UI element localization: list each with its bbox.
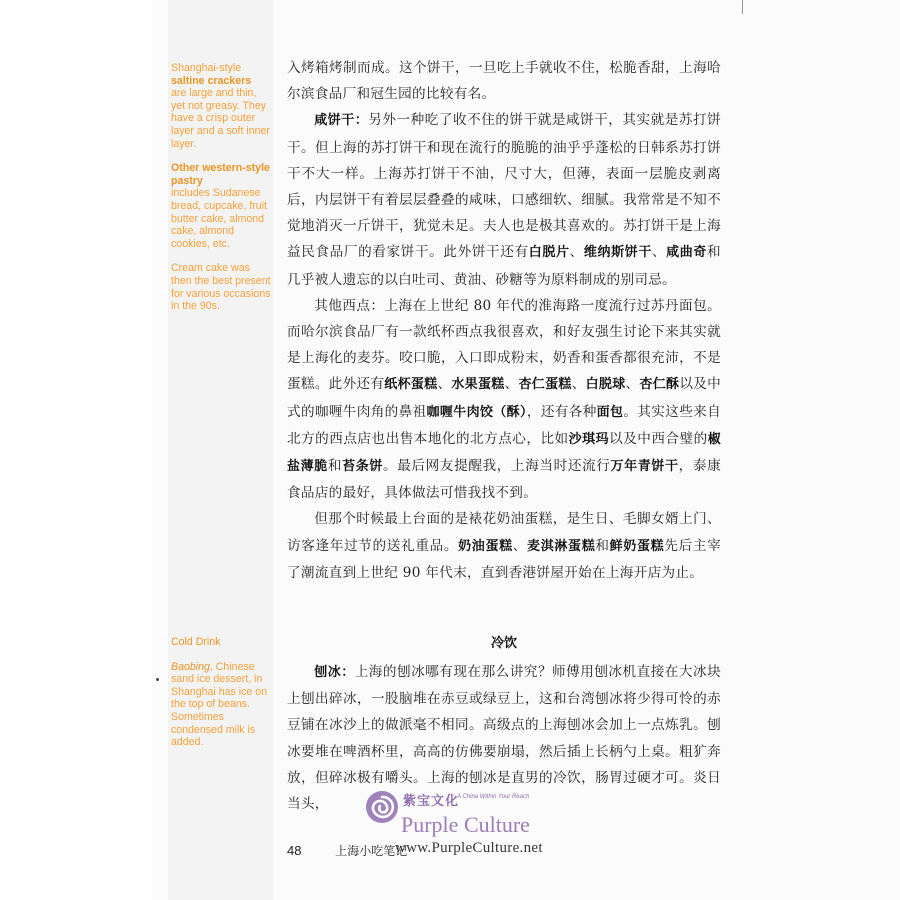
watermark [365,784,595,864]
bold-term: 白脱片 [528,245,570,261]
bold-term: 麦淇淋蛋糕 [527,538,596,554]
paragraph-4 [287,506,721,586]
text-run: 、 [651,244,667,261]
note-text: includes Sudanese bread, cupcake, fruit butter cake, almond cake, almond cookies, etc. [171,187,267,250]
note-text: are large and thin, yet not greasy. They have a crisp outer layer and a soft inner layer. [171,87,270,150]
cold-drink-term: Baobing [171,660,210,673]
bold-term: 杏仁蛋糕 [518,377,572,393]
bold-term: 椒盐薄脆 [287,431,721,475]
text-run: 、 [569,244,584,261]
text-run: 。其实这些来自北方的西点店也出售本地化的北方点心，比如 [287,403,721,447]
cold-drink-text: , Chinese sand ice dessert, in Shanghai has ice on the top of beans. Sometimes condensed milk is added. [171,660,268,749]
text-run: 、 [571,376,586,393]
text-run: 、 [437,376,452,393]
watermark-chinese: 紫宝文化 [403,794,460,809]
text-run: 先后主宰了潮流直到上世纪 90 年代末，直到香港饼屋开始在上海开店为止。 [287,537,721,581]
margin-dot [156,678,159,681]
bold-term: 沙琪玛 [568,431,610,447]
text-run: 和 [327,458,343,475]
bold-term: 刨冰： [314,665,355,680]
bold-term: 咸饼干： [314,113,369,129]
text-run: 其他西点：上海在上世纪 80 年代的淮海路一度流行过苏丹面包。而哈尔滨食品厂有一款纸杯西点我很喜欢，和好友强生讨论下来其实就是上海化的麦芬。咬口脆，入口即成粉末，奶香和蛋香都很充沛，不是蛋糕。此外还有 [287,297,721,393]
note-text: Shanghai-style [171,62,242,74]
page-edge [742,0,763,14]
main-text-top [287,55,721,586]
watermark-english: Purple Culture [401,812,530,837]
sidebar-note [171,62,271,150]
text-run: ，还有各种 [526,403,597,420]
bold-term: 维纳斯饼干 [583,245,652,261]
watermark-url: www.PurpleCulture.net [395,840,543,856]
sidebar-note [171,162,271,250]
paragraph-3 [287,293,721,507]
text-run: 但那个时候最上台面的是裱花奶油蛋糕，是生日、毛脚女婿上门、访客逢年过节的送礼重品。 [287,511,721,554]
bold-term: 白脱球 [585,377,626,393]
text-run: 和几乎被人遗忘的以白吐司、黄油、砂糖等为原料制成的别司忌。 [287,244,721,288]
bold-term: 水果蛋糕 [451,377,505,393]
sidebar-cold-drink [171,636,271,761]
text-run: 。最后网友提醒我，上海当时还流行 [383,458,611,475]
text-run: 、 [512,537,528,554]
cold-drink-title: Cold Drink [171,636,221,648]
text-run: 以及中西合璧的 [609,430,708,447]
bold-term: 面包 [596,404,624,420]
watermark-tagline: A China Within Your Reach [457,794,530,800]
bold-term: 苔条饼 [342,459,384,475]
paragraph-1: 入烤箱烤制而成。这个饼干，一旦吃上手就收不住，松脆香甜，上海哈尔滨食品厂和冠生园的比较有名。 [287,60,721,103]
bold-term: 杏仁酥 [639,377,680,393]
bold-term: 鲜奶蛋糕 [609,538,665,554]
text-run: 另外一种吃了收不住的饼干就是咸饼干，其实就是苏打饼干。但上海的苏打饼干和现在流行的脆脆的油乎乎蓬松的日韩系苏打饼干不大一样。上海苏打饼干不油，尺寸大，但薄，表面一层脆皮剥离后，内层饼干有着层层叠叠的咸味，口感细软、细腻。我常常是不知不觉地消灭一斤饼干，犹觉未足。夫人也是极其喜欢的。苏打饼干是上海益民食品厂的看家饼干。此外饼干还有 [287,112,722,261]
text-run: 、 [504,376,519,393]
section-title: 冷饮 [490,636,517,651]
sidebar-note [171,262,271,312]
text-run: 、 [625,376,640,393]
page-number: 48 [287,843,302,858]
note-heading: Other western-style pastry [171,162,270,187]
spiral-logo-icon [365,790,399,824]
bold-term: 咸曲奇 [666,245,708,261]
paragraph-2 [287,107,721,292]
bold-term: 奶油蛋糕 [458,538,513,554]
note-text: Cream cake was then the best present for various occasions in the 90s. [171,262,271,313]
text-run: ，泰康食品店的最好，具体做法可惜我找不到。 [287,458,722,502]
note-heading: saltine crackers [171,74,252,87]
sidebar-notes [171,62,271,325]
bold-term: 咖喱牛肉饺（酥） [426,404,527,420]
text-run: 以及中式的咖喱牛肉角的鼻祖 [287,376,721,420]
bold-term: 纸杯蛋糕 [384,377,438,393]
text-run: 上海的刨冰哪有现在那么讲究？师傅用刨冰机直接在大冰块上刨出碎冰，一股脑堆在赤豆或绿豆上，这和台湾刨冰将少得可怜的赤豆铺在冰沙上的做派毫不相同。高级点的上海刨冰会加上一点炼乳。刨冰要堆在啤酒杯里，高高的仿佛要崩塌，然后插上长柄勺上桌。粗犷奔放，但碎冰极有嚼头。上海的刨冰是直男的冷饮，肠胃过硬才可。炎日当头， [287,664,721,813]
text-run: 和 [595,537,610,554]
bold-term: 万年青饼干 [610,459,679,475]
book-title: 上海小吃笔记 [335,844,408,858]
